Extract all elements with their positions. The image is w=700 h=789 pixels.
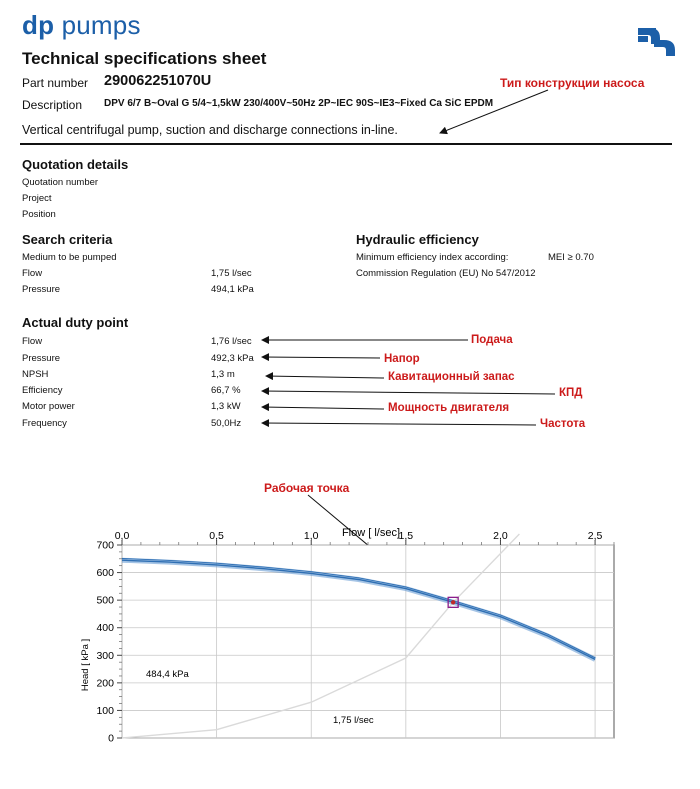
hydraulic-heading: Hydraulic efficiency xyxy=(356,232,479,247)
frequency-label: Frequency xyxy=(22,418,67,429)
annotation-head: Напор xyxy=(384,353,420,365)
x-axis-title: Flow [ l/sec] xyxy=(341,527,401,539)
plot-area xyxy=(122,545,614,738)
quotation-number-label: Quotation number xyxy=(22,177,99,188)
brand-logo-text: dp pumps xyxy=(22,10,141,40)
search-criteria-heading: Search criteria xyxy=(22,232,113,247)
y-tick-label: 700 xyxy=(96,539,114,552)
y-tick-label: 100 xyxy=(96,704,114,717)
description-label: Description xyxy=(22,98,83,112)
position-label: Position xyxy=(22,209,56,220)
duty-point-heading: Actual duty point xyxy=(22,315,129,330)
motor-power-label: Motor power xyxy=(22,401,75,412)
annotation-flow: Подача xyxy=(471,334,513,346)
sheet-title: Technical specifications sheet xyxy=(22,49,267,68)
duty-pressure-value: 492,3 kPa xyxy=(211,353,254,364)
annotation-efficiency: КПД xyxy=(559,387,583,399)
annotation-working-point: Рабочая точка xyxy=(264,481,350,495)
efficiency-label: Efficiency xyxy=(22,385,63,396)
npsh-value: 1,3 m xyxy=(211,369,235,380)
description-value: DPV 6/7 B~Oval G 5/4~1,5kW 230/400V~50Hz 2P~IEC 90S~IE3~Fixed Ca SiC EPDM xyxy=(104,98,494,109)
project-label: Project xyxy=(22,193,52,204)
x-tick-label: 2,5 xyxy=(587,530,603,542)
mei-value: MEI ≥ 0.70 xyxy=(548,252,594,263)
flow-annotation: 1,75 l/sec xyxy=(333,715,374,726)
head-annotation: 484,4 kPa xyxy=(146,669,189,680)
pump-summary: Vertical centrifugal pump, suction and discharge connections in-line. xyxy=(22,123,398,137)
y-tick-label: 0 xyxy=(108,732,114,745)
npsh-label: NPSH xyxy=(22,369,49,380)
quotation-heading: Quotation details xyxy=(22,157,129,172)
duty-pressure-label: Pressure xyxy=(22,353,61,364)
duty-flow-value: 1,76 l/sec xyxy=(211,336,252,347)
y-axis-title: Head [ kPa ] xyxy=(80,638,91,692)
duty-flow-label: Flow xyxy=(22,336,43,347)
search-pressure-label: Pressure xyxy=(22,284,61,295)
x-tick-label: 1,0 xyxy=(303,530,319,542)
y-tick-label: 600 xyxy=(96,567,114,580)
efficiency-value: 66,7 % xyxy=(211,385,241,396)
duty-point-dot xyxy=(451,600,455,604)
part-number-value: 290062251070U xyxy=(104,73,212,89)
medium-label: Medium to be pumped xyxy=(22,252,117,263)
annotation-construction-type: Тип конструкции насоса xyxy=(500,76,645,90)
x-tick-label: 2,0 xyxy=(493,530,508,542)
frequency-value: 50,0Hz xyxy=(211,418,242,429)
x-tick-label: 0,0 xyxy=(114,530,130,542)
y-tick-label: 500 xyxy=(96,594,114,607)
y-tick-label: 200 xyxy=(96,677,114,690)
annotation-frequency: Частота xyxy=(540,418,586,430)
annotation-motor-power: Мощность двигателя xyxy=(388,402,510,414)
mei-label: Minimum efficiency index according: xyxy=(356,252,509,263)
y-tick-label: 400 xyxy=(96,622,114,635)
annotation-npsh: Кавитационный запас xyxy=(388,371,515,383)
motor-power-value: 1,3 kW xyxy=(211,401,241,412)
part-number-label: Part number xyxy=(22,76,89,90)
search-flow-label: Flow xyxy=(22,268,43,279)
y-tick-label: 300 xyxy=(96,649,114,662)
regulation-label: Commission Regulation (EU) No 547/2012 xyxy=(356,268,536,279)
search-pressure-value: 494,1 kPa xyxy=(211,284,254,295)
x-tick-label: 0,5 xyxy=(209,530,224,542)
x-tick-label: 1,5 xyxy=(398,530,414,542)
search-flow-value: 1,75 l/sec xyxy=(211,268,252,279)
